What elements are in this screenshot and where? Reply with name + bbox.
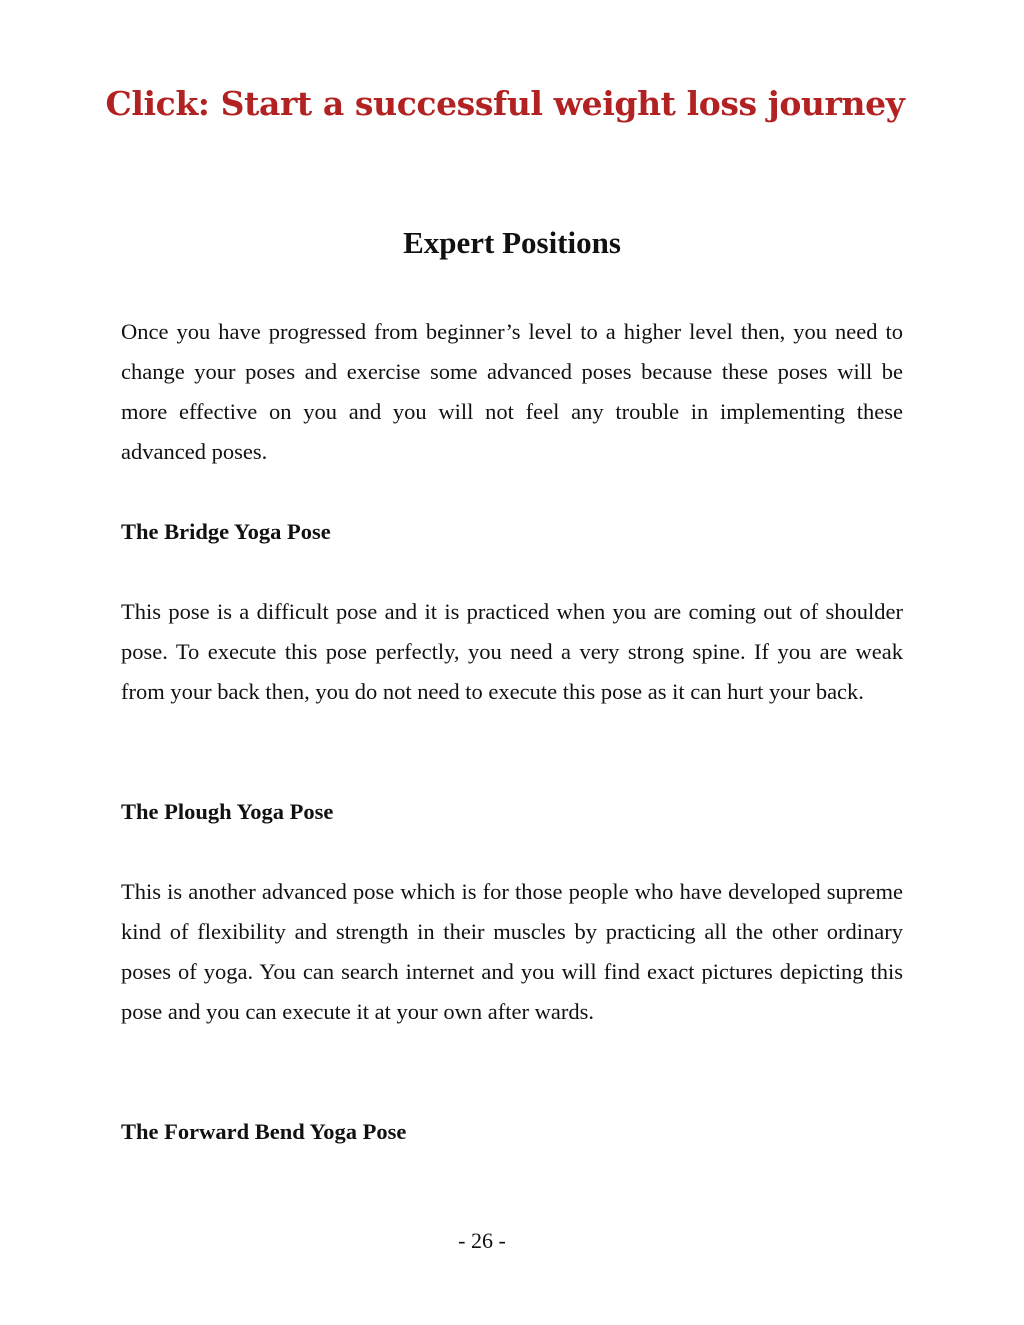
promo-link[interactable]: Click: Start a successful weight loss journey [105, 84, 905, 123]
forward-bend-pose-heading: The Forward Bend Yoga Pose [121, 1119, 407, 1144]
intro-paragraph: Once you have progressed from beginner’s level to a higher level then, you need to change your poses and exercise some advanced poses because these poses will be more effective on you and you will not feel any trouble in implementing these advanced poses. [121, 319, 903, 464]
bridge-pose-heading: The Bridge Yoga Pose [121, 519, 331, 544]
section-title: Expert Positions [403, 225, 621, 260]
plough-pose-heading: The Plough Yoga Pose [121, 799, 334, 824]
plough-pose-paragraph: This is another advanced pose which is for those people who have developed supreme kind of flexibility and strength in their muscles by practicing all the other ordinary poses of yoga. You can search internet and you will find exact pictures depicting this pose and you can execute it at your own after wards. [121, 879, 903, 1024]
bridge-pose-paragraph: This pose is a difficult pose and it is practiced when you are coming out of shoulder pose. To execute this pose perfectly, you need a very strong spine. If you are weak from your back then, you do not need to execute this pose as it can hurt your back. [121, 599, 903, 704]
page-number: - 26 - [458, 1228, 506, 1253]
